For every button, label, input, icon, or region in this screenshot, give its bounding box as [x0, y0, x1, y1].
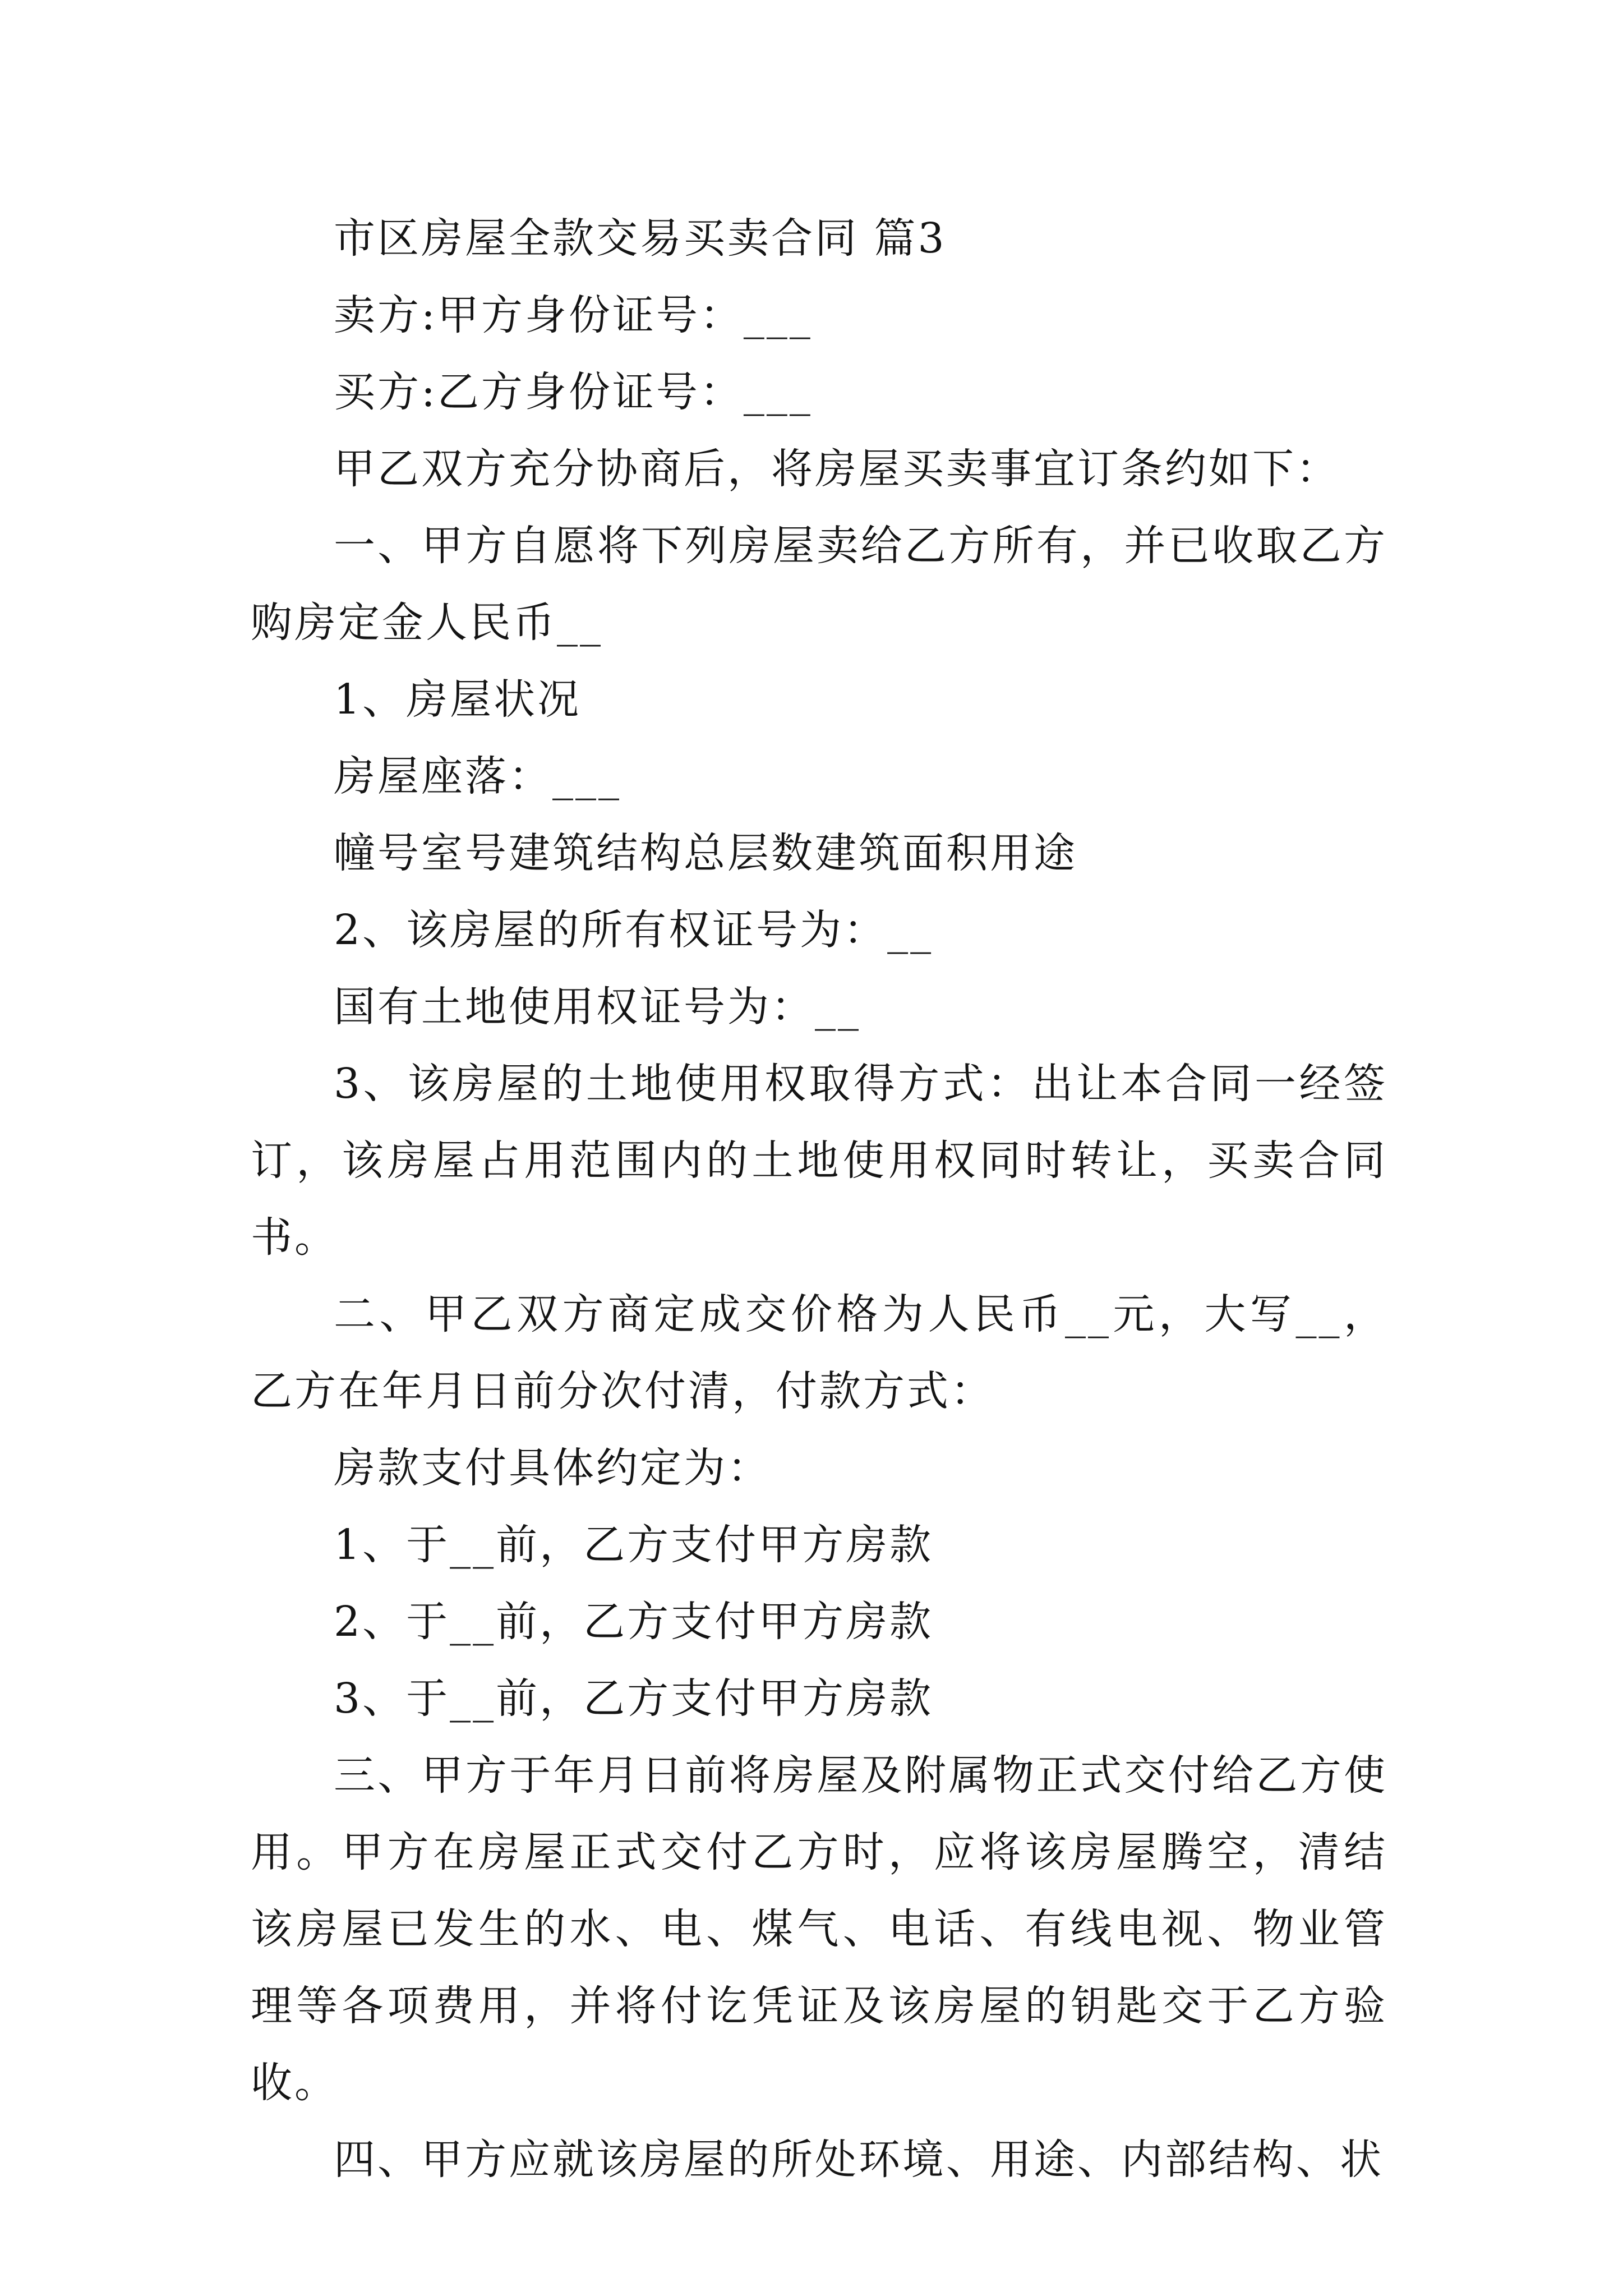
document-body	[251, 200, 1387, 2198]
paragraph: 四、甲方应就该房屋的所处环境、用途、内部结构、状	[334, 2136, 1384, 2184]
paragraph: 2、该房屋的所有权证号为：__	[334, 906, 934, 954]
paragraph: 幢号室号建筑结构总层数建筑面积用途	[334, 829, 1077, 877]
paragraph: 一、甲方自愿将下列房屋卖给乙方所有，并已收取乙方购房定金人民币__	[251, 522, 1387, 647]
paragraph: 甲乙双方充分协商后，将房屋买卖事宜订条约如下：	[334, 445, 1340, 493]
seller-line: 卖方:甲方身份证号：___	[334, 291, 813, 339]
paragraph: 国有土地使用权证号为：__	[334, 983, 861, 1031]
buyer-line: 买方:乙方身份证号：___	[334, 368, 813, 416]
paragraph: 二、甲乙双方商定成交价格为人民币__元，大写__，乙方在年月日前分次付清，付款方式：	[251, 1290, 1387, 1415]
paragraph: 3、该房屋的土地使用权取得方式：出让本合同一经签订，该房屋占用范围内的土地使用权同时转让，买卖合同书。	[251, 1060, 1387, 1262]
paragraph: 房屋座落：___	[334, 752, 621, 800]
paragraph: 1、房屋状况	[334, 675, 582, 724]
document-title: 市区房屋全款交易买卖合同 篇3	[334, 214, 947, 263]
paragraph: 1、于__前，乙方支付甲方房款	[334, 1521, 934, 1569]
paragraph: 房款支付具体约定为：	[334, 1444, 771, 1492]
paragraph: 3、于__前，乙方支付甲方房款	[334, 1674, 934, 1723]
paragraph: 三、甲方于年月日前将房屋及附属物正式交付给乙方使用。甲方在房屋正式交付乙方时，应将该房屋腾空，清结该房屋已发生的水、电、煤气、电话、有线电视、物业管理等各项费用，并将付讫凭证及该房屋的钥匙交于乙方验收。	[251, 1751, 1387, 2107]
paragraph: 2、于__前，乙方支付甲方房款	[334, 1598, 934, 1646]
